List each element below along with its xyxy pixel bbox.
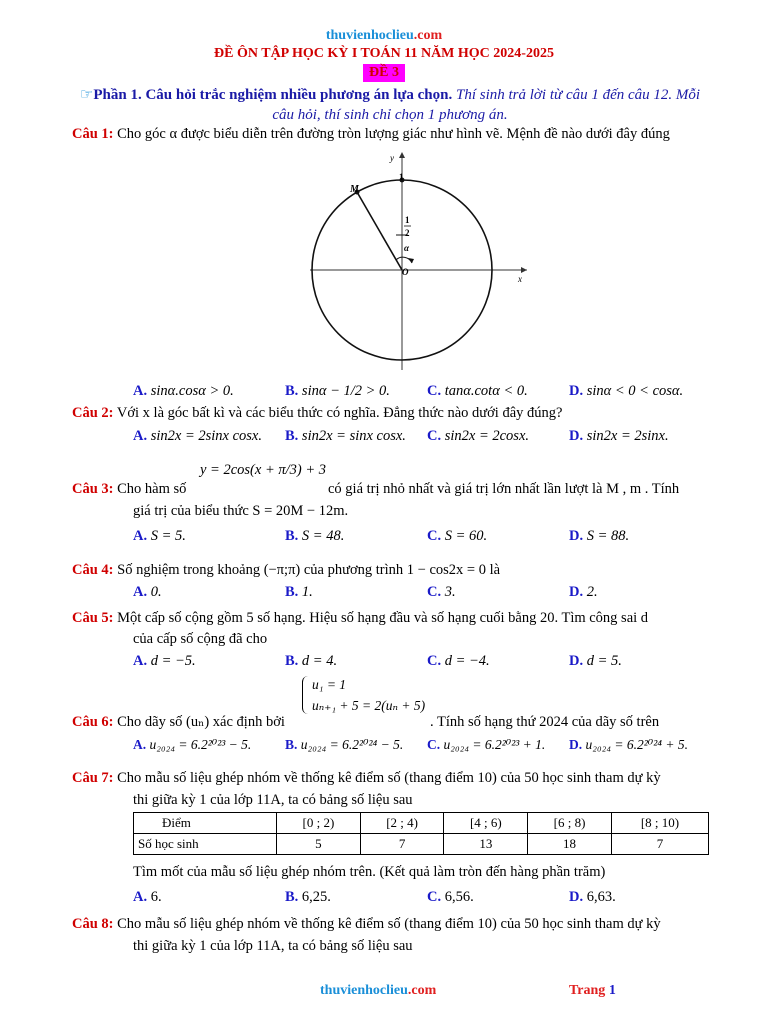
q3-formula: y = 2cos(x + π/3) + 3 [200,462,327,478]
table-row [134,834,709,855]
q1-option-d[interactable]: D. sinα < 0 < cosα. [569,383,684,399]
q7-text-cont: thi giữa kỳ 1 của lớp 11A, ta có bảng số liệu sau [133,792,413,808]
q8-text-cont: thi giữa kỳ 1 của lớp 11A, ta có bảng số liệu sau [133,938,413,954]
q6-text-tail: . Tính số hạng thứ 2024 của dãy số trên [430,714,660,730]
table-cell: 18 [528,834,612,855]
q5-option-d[interactable]: D. d = 5. [569,653,622,669]
q7-option-a[interactable]: A. 6. [133,889,162,905]
q4-option-b[interactable]: B. 1. [285,584,313,600]
part1-heading: ☞Phần 1. Câu hỏi trắc nghiệm nhiều phương án lựa chọn. Thí sinh trả lời từ câu 1 đến câu 12. Mỗi câu hỏi, thí sinh chỉ chọn 1 phương án. [79,87,701,123]
page-title: ĐỀ ÔN TẬP HỌC KỲ I TOÁN 11 NĂM HỌC 2024-2025 [214,46,554,61]
q6-option-c[interactable]: C. u₂₀₂₄ = 6.2²⁰²³ + 1. [427,737,546,752]
table-cell: [4 ; 6) [444,813,528,834]
page-number: Trang 1 [569,983,616,998]
q6-option-b[interactable]: B. u₂₀₂₄ = 6.2²⁰²⁴ − 5. [285,737,404,752]
table-cell: 13 [444,834,528,855]
q4-option-c[interactable]: C. 3. [427,584,456,600]
q2-option-c[interactable]: C. sin2x = 2cosx. [427,428,530,444]
q2-option-d[interactable]: D. sin2x = 2sinx. [569,428,669,444]
site-header: thuvienhoclieu.com [325,28,443,43]
q7-option-c[interactable]: C. 6,56. [427,889,474,905]
table-row [134,813,709,834]
q6-system-line2: uₙ₊₁ + 5 = 2(uₙ + 5) [312,698,426,713]
q2-option-a[interactable]: A. sin2x = 2sinx cosx. [133,428,262,444]
q6-option-a[interactable]: A. u₂₀₂₄ = 6.2²⁰²³ − 5. [133,737,252,752]
q1-option-c[interactable]: C. tanα.cotα < 0. [427,383,528,399]
q3-text-tail: có giá trị nhỏ nhất và giá trị lớn nhất lần lượt là M , m . Tính [328,481,680,497]
table-cell: 7 [611,834,708,855]
x-axis-label: x [518,274,522,284]
q4-option-d[interactable]: D. 2. [569,584,598,600]
origin-label: O [402,267,409,277]
table-cell: 7 [360,834,444,855]
q3-option-a[interactable]: A. S = 5. [133,528,186,544]
table-header-cell: Điểm [134,813,277,834]
question-4: Câu 4: Số nghiệm trong khoảng (−π;π) của phương trình 1 − cos2x = 0 là [72,562,501,578]
question-5: Câu 5: Một cấp số cộng gồm 5 số hạng. Hiệu số hạng đầu và số hạng cuối bằng 20. Tìm công sai d [72,610,649,626]
point-m-label: M [350,184,359,195]
q6-system-line1: u₁ = 1 [312,677,347,692]
table-cell: [8 ; 10) [611,813,708,834]
question-1: Câu 1: Cho góc α được biểu diễn trên đường tròn lượng giác như hình vẽ. Mệnh đề nào dưới đây đúng [72,126,670,142]
question-2: Câu 2: Với x là góc bất kì và các biểu thức có nghĩa. Đẳng thức nào dưới đây đúng? [72,405,563,421]
q1-option-a[interactable]: A. sinα.cosα > 0. [133,383,234,399]
q3-text-cont: giá trị của biểu thức S = 20M − 12m. [133,503,349,519]
q5-text-cont: của cấp số cộng đã cho [133,631,268,647]
q7-option-d[interactable]: D. 6,63. [569,889,616,905]
system-brace [302,676,308,714]
top-point-label: 1 [399,172,404,182]
footer-site: thuvienhoclieu.com [320,983,437,998]
half-numerator: 1 [405,215,410,225]
q7-option-b[interactable]: B. 6,25. [285,889,331,905]
table-cell: [2 ; 4) [360,813,444,834]
q5-option-a[interactable]: A. d = −5. [133,653,196,669]
table-cell: [0 ; 2) [277,813,361,834]
score-frequency-table [133,812,709,855]
q5-option-b[interactable]: B. d = 4. [285,653,338,669]
table-cell: 5 [277,834,361,855]
q7-text-question: Tìm mốt của mẫu số liệu ghép nhóm trên. (Kết quả làm tròn đến hàng phần trăm) [133,864,606,880]
q3-option-d[interactable]: D. S = 88. [569,528,630,544]
question-8: Câu 8: Cho mẫu số liệu ghép nhóm về thống kê điểm số (thang điểm 10) của 50 học sinh tham dự kỳ [72,916,661,932]
exam-code-badge: ĐỀ 3 [363,64,405,82]
question-6: Câu 6: Cho dãy số (uₙ) xác định bởi [72,714,285,730]
alpha-label: α [404,243,409,253]
radius-om [357,192,402,270]
question-7: Câu 7: Cho mẫu số liệu ghép nhóm về thống kê điểm số (thang điểm 10) của 50 học sinh tham dự kỳ [72,770,661,786]
q3-option-b[interactable]: B. S = 48. [285,528,345,544]
q5-option-c[interactable]: C. d = −4. [427,653,490,669]
trig-circle-figure [305,148,530,373]
question-3: Câu 3: Cho hàm số [72,481,187,497]
table-header-cell: Số học sinh [134,834,277,855]
pointing-hand-icon: ☞ [79,87,94,103]
q4-option-a[interactable]: A. 0. [133,584,162,600]
q6-option-d[interactable]: D. u₂₀₂₄ = 6.2²⁰²⁴ + 5. [569,737,688,752]
half-denominator: 2 [405,228,410,238]
table-cell: [6 ; 8) [528,813,612,834]
q3-option-c[interactable]: C. S = 60. [427,528,488,544]
q1-option-b[interactable]: B. sinα − 1/2 > 0. [285,383,390,399]
y-axis-label: y [390,153,394,163]
q2-option-b[interactable]: B. sin2x = sinx cosx. [285,428,406,444]
